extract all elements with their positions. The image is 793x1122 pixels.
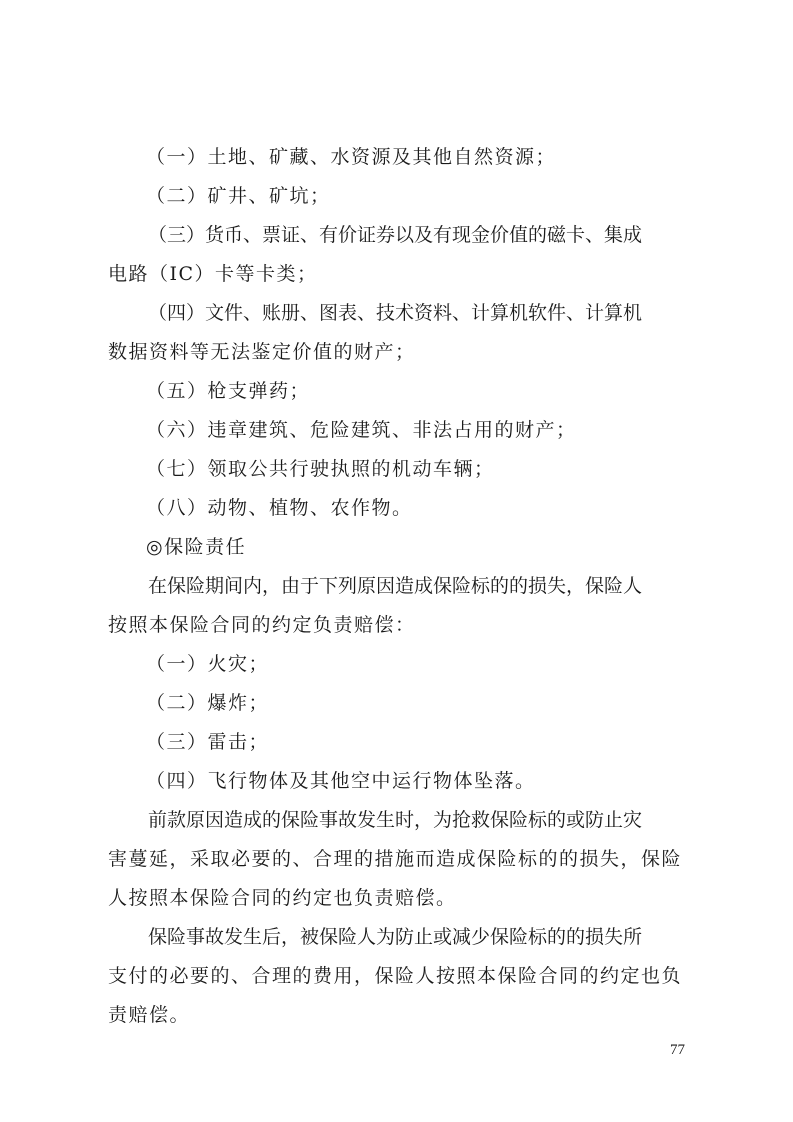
paragraph-rescue: 前款原因造成的保险事故发生时，为抢救保险标的或防止灾: [148, 809, 643, 831]
exclusion-item-4: （四）文件、账册、图表、技术资料、计算机软件、计算机: [148, 302, 643, 324]
exclusion-item-3: （三）货币、票证、有价证券以及有现金价值的磁卡、集成: [148, 224, 643, 246]
liability-intro: 在保险期间内，由于下列原因造成保险标的的损失，保险人: [148, 575, 643, 597]
liability-item-3: （三）雷击；: [146, 731, 270, 753]
liability-item-4: （四）飞行物体及其他空中运行物体坠落。: [146, 770, 536, 792]
section-heading: ◎保险责任: [146, 536, 247, 558]
page-number: 77: [670, 1042, 685, 1058]
exclusion-item-7: （七）领取公共行驶执照的机动车辆；: [146, 458, 495, 480]
exclusion-item-4-cont: 数据资料等无法鉴定价值的财产；: [108, 341, 416, 363]
liability-intro-cont: 按照本保险合同的约定负责赔偿：: [108, 614, 416, 636]
exclusion-item-8: （八）动物、植物、农作物。: [146, 497, 413, 519]
paragraph-rescue-cont-1: 害蔓延，采取必要的、合理的措施而造成保险标的的损失，保险: [108, 848, 683, 870]
exclusion-item-5: （五）枪支弹药；: [146, 380, 311, 402]
paragraph-expenses-cont-1: 支付的必要的、合理的费用，保险人按照本保险合同的约定也负: [108, 965, 683, 987]
exclusion-item-1: （一）土地、矿藏、水资源及其他自然资源；: [146, 146, 557, 168]
paragraph-expenses-cont-2: 责赔偿。: [108, 1004, 191, 1026]
exclusion-item-6: （六）违章建筑、危险建筑、非法占用的财产；: [146, 419, 577, 441]
paragraph-rescue-cont-2: 人按照本保险合同的约定也负责赔偿。: [108, 887, 457, 909]
liability-item-1: （一）火灾；: [146, 653, 270, 675]
paragraph-expenses: 保险事故发生后，被保险人为防止或减少保险标的的损失所: [148, 926, 643, 948]
exclusion-item-3-cont: 电路（IC）卡等卡类；: [108, 263, 318, 285]
exclusion-item-2: （二）矿井、矿坑；: [146, 185, 331, 207]
liability-item-2: （二）爆炸；: [146, 692, 270, 714]
